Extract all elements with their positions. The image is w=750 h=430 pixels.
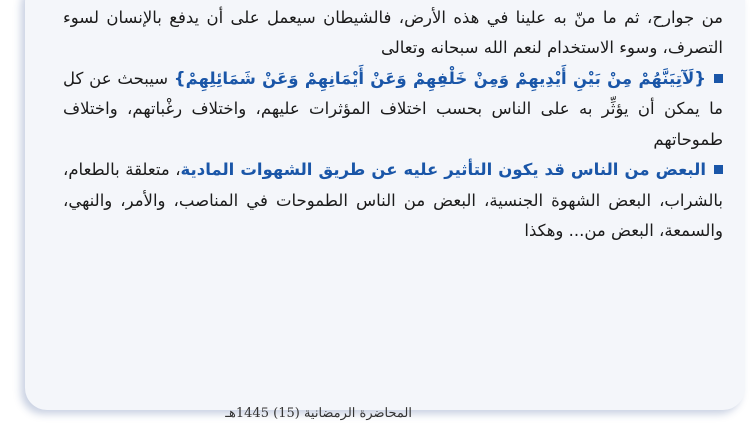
source-footer: المحاضرة الرمضانية (15) 1445هـ <box>225 406 412 421</box>
article-text <box>63 0 723 247</box>
paragraph-2-heading: {لَآتِيَنَّهُمْ مِنْ بَيْنِ أَيْدِيهِمْ وَمِنْ خَلْفِهِمْ وَعَنْ أَيْمَانِهِمْ وَعَنْ شَمَائِلِهِمْ} <box>173 68 706 88</box>
paragraph-3 <box>63 155 723 247</box>
content-card <box>25 0 745 410</box>
square-bullet-icon <box>714 74 723 83</box>
paragraph-3-heading: البعض من الناس قد يكون التأثير عليه عن طريق الشهوات المادية <box>180 160 706 179</box>
paragraph-3-body: ، متعلقة بالطعام، بالشراب، البعض الشهوة الجنسية، البعض من الناس الطموحات في المناصب، والأمر، والنهي، والسمعة، البعض من... وهكذا <box>63 160 723 240</box>
paragraph-2-body: سيبحث عن كل ما يمكن أن يؤثِّر به على الناس بحسب اختلاف المؤثرات عليهم، واختلاف رغْباتهم، واختلاف طموحاتهم <box>63 68 723 149</box>
paragraph-2 <box>63 64 723 156</box>
paragraph-1-body: من جوارح، ثم ما منّ به علينا في هذه الأرض، فالشيطان سيعمل على أن يدفع بالإنسان لسوء التصرف، وسوء الاستخدام لنعم الله سبحانه وتعالى <box>63 7 723 57</box>
square-bullet-icon <box>714 165 723 174</box>
paragraph-1 <box>63 0 723 64</box>
